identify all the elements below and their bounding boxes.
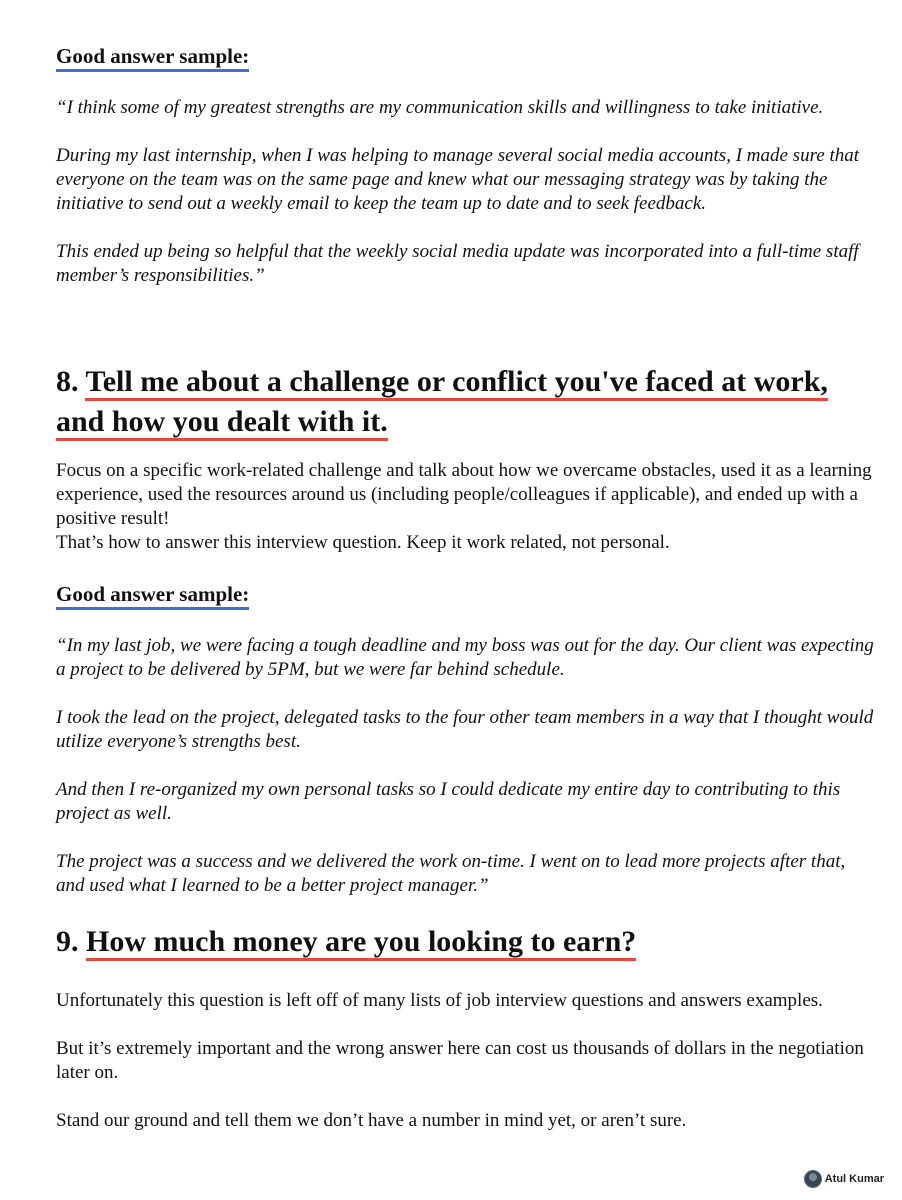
question-title-line-1: Tell me about a challenge or conflict you've faced at work, [85,365,827,401]
quote-paragraph: “In my last job, we were facing a tough deadline and my boss was out for the day. Our client was expecting a project to be delivered by 5PM, but we were far behind schedule. [56,635,874,680]
quote-paragraph: I took the lead on the project, delegated tasks to the four other team members in a way that I thought would utilize everyone’s strengths best. [56,707,874,752]
question-9-title [56,922,886,962]
question-8-body [56,459,876,555]
watermark [804,1170,884,1188]
question-title-line-2: and how you dealt with it. [56,405,388,441]
body-paragraph: Focus on a specific work-related challenge and talk about how we overcame obstacles, used it as a learning experience, used the resources around us (including people/colleagues if applicable), and ended up with a positive result! [56,460,872,529]
quote-paragraph: This ended up being so helpful that the weekly social media update was incorporated into a full-time staff member’s responsibilities.” [56,241,859,286]
body-paragraph: Stand our ground and tell them we don’t have a number in mind yet, or aren’t sure. [56,1110,687,1131]
sample-heading-1: Good answer sample: [56,44,249,72]
body-paragraph: But it’s extremely important and the wrong answer here can cost us thousands of dollars in the negotiation later on. [56,1038,864,1083]
question-title: How much money are you looking to earn? [86,925,636,961]
sample-heading-2: Good answer sample: [56,582,249,610]
body-paragraph: That’s how to answer this interview question. Keep it work related, not personal. [56,532,670,553]
question-8-title [56,362,886,442]
watermark-text: Atul Kumar [824,1173,884,1185]
quote-paragraph: “I think some of my greatest strengths are my communication skills and willingness to take initiative. [56,97,824,118]
quote-paragraph: The project was a success and we delivered the work on-time. I went on to lead more projects after that, and used what I learned to be a better project manager.” [56,851,846,896]
sample-quote-1 [56,96,876,288]
quote-paragraph: And then I re-organized my own personal tasks so I could dedicate my entire day to contributing to this project as well. [56,779,841,824]
question-9-body [56,989,876,1133]
sample-quote-2 [56,634,876,898]
body-paragraph: Unfortunately this question is left off of many lists of job interview questions and answers examples. [56,990,823,1011]
question-number: 8. [56,365,79,398]
avatar-icon [804,1170,822,1188]
question-number: 9. [56,925,79,958]
quote-paragraph: During my last internship, when I was helping to manage several social media accounts, I made sure that everyone on the team was on the same page and knew what our messaging strategy was by taking the initiative to send out a weekly email to keep the team up to date and to seek feedback. [56,145,860,214]
